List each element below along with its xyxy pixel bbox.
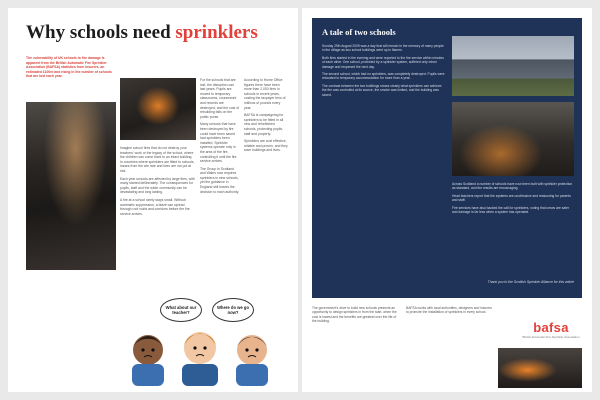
children-cartoon <box>120 298 280 386</box>
body-paragraph: For the schools that are lost, the disruption can last years. Pupils are moved to temporary classrooms, coursework and records are destroyed, and the cost of rebuilding falls on the public purse. <box>200 78 240 119</box>
night-fire-photo <box>498 348 582 388</box>
destroyed-school-photo <box>452 102 574 176</box>
page-title <box>26 22 258 44</box>
burnt-school-photo <box>26 102 116 270</box>
body-column-1 <box>120 146 196 292</box>
bottom-column-1: The government's drive to build new schools presents an opportunity to design sprinklers in from the start, when the cost is lowest and the benefits are greatest over the life of the building. <box>312 306 397 324</box>
body-paragraph: Sprinklers are cost effective, reliable and proven, and they save buildings and lives. <box>244 139 288 153</box>
body-paragraph: A fire at a school rarely stays small. Without automatic suppression, a blaze can spread through roof voids and corridors before the fire service arrives. <box>120 197 190 216</box>
right-page <box>302 8 592 392</box>
body-paragraph: Many schools that have been destroyed by fire could have been saved had sprinklers been installed. Sprinkler systems operate only in the area of the fire, controlling it until the fire service arrives. <box>200 122 237 164</box>
left-page <box>8 8 298 392</box>
bafsa-logo <box>522 320 580 339</box>
panel-paragraph: Both fires started in the evening and were reported to the fire service within minutes of each other. One school, protected by a sprinkler system, suffered only minor damage and reopened the next day. <box>322 55 444 69</box>
intact-school-photo <box>452 36 574 96</box>
intro-paragraph: The vulnerability of UK schools to fire damage is apparent from the British Automatic Fire Sprinkler Association (BAFSA) statistics from insurers, an estimated £100m and rising in the number of schools that are lost each year. <box>26 56 112 79</box>
title-main: Why schools need <box>26 22 176 43</box>
panel-paragraph: Fire services have also backed the call for sprinklers, noting that crews are safer and damage is far less when a system has operated. <box>452 205 570 215</box>
body-paragraph: Each year schools are affected by large fires, with many started deliberately. The consequences for pupils, staff and the wider community can be devastating and long lasting. <box>120 176 195 195</box>
panel-paragraph: The second school, which had no sprinklers, was completely destroyed. Pupils were relocated to temporary accommodation for more than a year. <box>322 72 445 81</box>
logo-tagline: British Automatic Fire Sprinkler Association <box>522 335 580 339</box>
body-column-2 <box>200 78 240 292</box>
body-paragraph: The Group in Scotland and Wales now requires sprinklers in new schools, yet the guidance in England still leaves the decision to each authority. <box>200 166 240 194</box>
panel-column-2 <box>452 182 574 274</box>
panel-paragraph: Head teachers report that the systems are unobtrusive and reassuring for parents and staff. <box>452 193 571 203</box>
article-credit: Thank you to the Scottish Sprinkler Alliance for this article <box>487 280 574 284</box>
panel-paragraph: Across Scotland a number of schools have now been built with sprinkler protection as standard, and the results are encouraging. <box>452 182 573 191</box>
panel-paragraph: Sunday 29th August 2009 was a day that will remain in the memory of many people in the village as two school buildings went up in flames. <box>322 44 444 53</box>
speech-bubble-1: What about our teacher? <box>160 298 202 322</box>
panel-column-1 <box>322 44 446 288</box>
title-accent: sprinklers <box>175 22 258 43</box>
case-study-panel <box>312 18 582 298</box>
body-column-3 <box>244 78 288 292</box>
speech-bubble-2: Where do we go now? <box>212 298 254 322</box>
panel-paragraph: The contrast between the two buildings shows clearly what sprinklers can achieve: the fire was controlled at its source, the smoke was limited, and the building was saved. <box>322 83 443 97</box>
bottom-column-2: BAFSA works with local authorities, designers and insurers to promote the installation of sprinklers in every school. <box>406 306 492 315</box>
body-paragraph: Imagine school fires that do not destroy your teachers' work or the legacy of the school, where the children can come back to an intact building. In countries where sprinklers are fitted to schools, losses from fire are rare and lives are not put at risk. <box>120 146 195 173</box>
school-fire-photo <box>120 78 196 140</box>
logo-wordmark: bafsa <box>533 320 569 335</box>
body-paragraph: BAFSA is campaigning for sprinklers to be fitted in all new and refurbished schools, protecting pupils, staff and property. <box>244 113 284 136</box>
body-paragraph: According to Home Office figures there have been more than 2,000 fires in schools in recent years, costing the taxpayer tens of millions of pounds every year. <box>244 78 286 110</box>
panel-title: A tale of two schools <box>322 27 396 37</box>
